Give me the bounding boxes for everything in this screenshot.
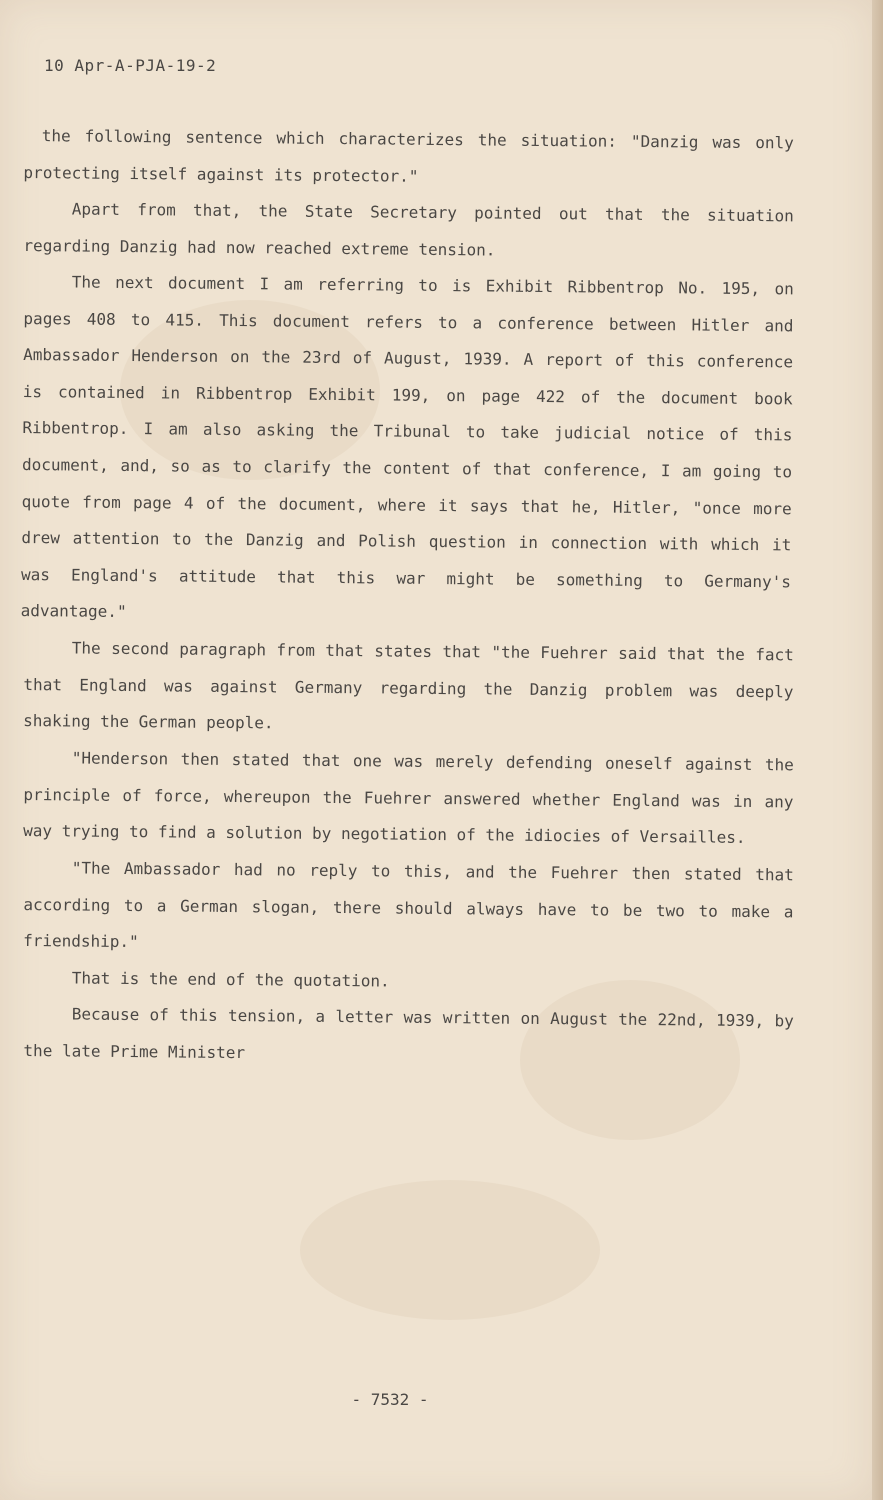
- page-edge: [872, 0, 883, 1500]
- paragraph: "The Ambassador had no reply to this, and the Fuehrer then stated that according to a German slogan, there should always have to be two to make a friendship.": [23, 858, 794, 952]
- paragraph: The next document I am referring to is Exhibit Ribbentrop No. 195, on pages 408 to 415. This document refers to a conference between Hitler and Ambassador Henderson on the 23rd of August, 1939. A report of this conference is contained in Ribbentrop Exhibit 199, on page 422 of the document book Ribbentrop. I am also asking the Tribunal to take judicial notice of this document, and, so as to clarify the content of that conference, I am going to quote from page 4 of the document, where it says that he, Hitler, "once more drew attention to the Danzig and Polish question in connection with which it was England's attitude that this war might be something to Germany's advantage.": [20, 272, 794, 622]
- paragraph: "Henderson then stated that one was merely defending oneself against the principle of force, whereupon the Fuehrer answered whether England was in any way trying to find a solution by negotiation of the idiocies of Versailles.: [23, 748, 794, 848]
- page-number: - 7532 -: [351, 1390, 429, 1409]
- paragraph: Because of this tension, a letter was written on August the 22nd, 1939, by the late Prime Minister: [23, 1004, 794, 1062]
- paragraph: Apart from that, the State Secretary pointed out that the situation regarding Danzig had now reached extreme tension.: [23, 199, 794, 260]
- paragraph: The second paragraph from that states that "the Fuehrer said that the fact that England was against Germany regarding the Danzig problem was deeply shaking the German people.: [23, 638, 794, 733]
- document-id: 10 Apr-A-PJA-19-2: [44, 56, 217, 75]
- paper-stain: [300, 1180, 600, 1320]
- document-body: [20, 118, 794, 1069]
- paragraph: the following sentence which characterizes the situation: "Danzig was only protecting itself against its protector.": [23, 126, 794, 186]
- paragraph: That is the end of the quotation.: [71, 968, 390, 991]
